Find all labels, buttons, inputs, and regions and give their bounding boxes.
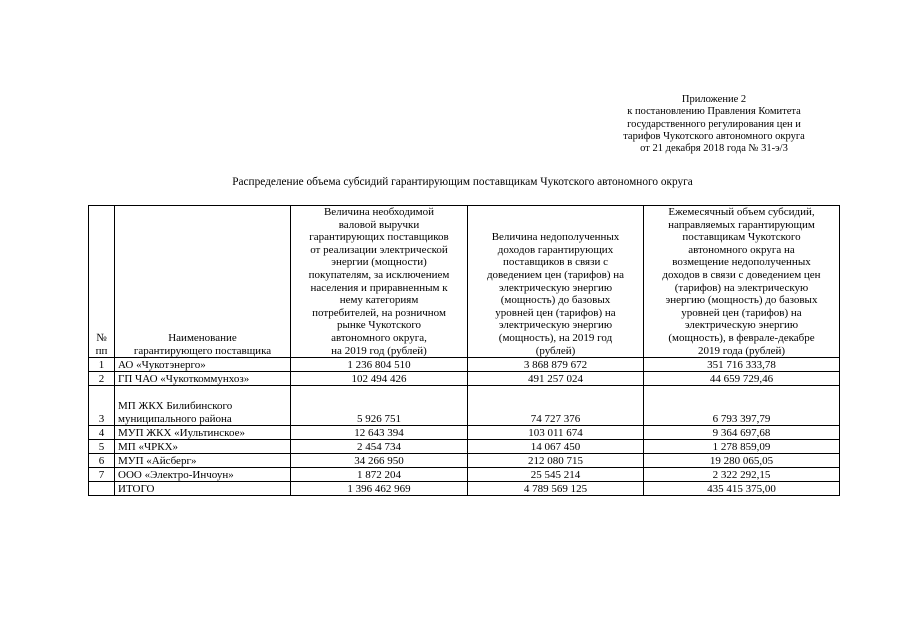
lost-income-value: 74 727 376 (468, 386, 644, 426)
total-label: ИТОГО (115, 482, 291, 496)
header-lost-income: Величина недополученных доходов гарантирующих поставщиков в связи с доведением цен (тарифов) на электрическую энергию (мощность) до базовых уровней цен (тарифов) на электрическую энергию (мощность), на 2019 год (рублей) (468, 206, 644, 358)
supplier-name: МП ЖКХ Билибинского муниципального района (115, 386, 291, 426)
gross-revenue-value: 1 872 204 (291, 468, 468, 482)
table-body (89, 358, 840, 496)
table-row (89, 358, 840, 372)
document-title: Распределение объема субсидий гарантирующим поставщикам Чукотского автономного округа (232, 176, 693, 188)
total-gross-revenue: 1 396 462 969 (291, 482, 468, 496)
total-row (89, 482, 840, 496)
lost-income-value: 25 545 214 (468, 468, 644, 482)
table-row (89, 454, 840, 468)
gross-revenue-value: 12 643 394 (291, 426, 468, 440)
appendix-block (590, 94, 838, 155)
supplier-name: МУП «Айсберг» (115, 454, 291, 468)
appendix-line: государственного регулирования цен и (627, 118, 801, 130)
supplier-name: МУП ЖКХ «Иультинское» (115, 426, 291, 440)
table-row (89, 426, 840, 440)
table-header (89, 206, 840, 358)
row-number: 2 (89, 372, 115, 386)
supplier-name: МП «ЧРКХ» (115, 440, 291, 454)
supplier-name: ГП ЧАО «Чукоткоммунхоз» (115, 372, 291, 386)
subsidy-table (88, 205, 840, 496)
table-row (89, 386, 840, 426)
table-row (89, 372, 840, 386)
total-lost-income: 4 789 569 125 (468, 482, 644, 496)
row-number: 3 (89, 386, 115, 426)
lost-income-value: 3 868 879 672 (468, 358, 644, 372)
row-number: 4 (89, 426, 115, 440)
header-gross-revenue: Величина необходимой валовой выручки гарантирующих поставщиков от реализации электрической энергии (мощности) покупателям, за исключением населения и приравненным к нему категориям потребителей, на розничном рынке Чукотского автономного округа, на 2019 год (рублей) (291, 206, 468, 358)
appendix-line: Приложение 2 (681, 94, 747, 105)
monthly-subsidy-value: 351 716 333,78 (644, 358, 840, 372)
gross-revenue-value: 2 454 734 (291, 440, 468, 454)
appendix-line: тарифов Чукотского автономного округа (623, 130, 805, 142)
appendix-line: от 21 декабря 2018 года № 31-э/3 (640, 143, 788, 155)
row-number: 5 (89, 440, 115, 454)
gross-revenue-value: 102 494 426 (291, 372, 468, 386)
total-number-cell (89, 482, 115, 496)
monthly-subsidy-value: 44 659 729,46 (644, 372, 840, 386)
appendix-line: к постановлению Правления Комитета (627, 106, 801, 118)
header-supplier-name: Наименование гарантирующего поставщика (115, 206, 291, 358)
lost-income-value: 212 080 715 (468, 454, 644, 468)
supplier-name: ООО «Электро-Инчоун» (115, 468, 291, 482)
table-row (89, 468, 840, 482)
row-number: 1 (89, 358, 115, 372)
total-monthly-subsidy: 435 415 375,00 (644, 482, 840, 496)
row-number: 6 (89, 454, 115, 468)
lost-income-value: 14 067 450 (468, 440, 644, 454)
supplier-name: АО «Чукотэнерго» (115, 358, 291, 372)
monthly-subsidy-value: 9 364 697,68 (644, 426, 840, 440)
monthly-subsidy-value: 2 322 292,15 (644, 468, 840, 482)
table-row (89, 440, 840, 454)
gross-revenue-value: 5 926 751 (291, 386, 468, 426)
header-monthly-subsidy: Ежемесячный объем субсидий, направляемых гарантирующим поставщикам Чукотского автономного округа на возмещение недополученных доходов в связи с доведением цен (тарифов) на электрическую энергию (мощность) до базовых уровней цен (тарифов) на электрическую энергию (мощность), в феврале-декабре 2019 года (рублей) (644, 206, 840, 358)
monthly-subsidy-value: 19 280 065,05 (644, 454, 840, 468)
gross-revenue-value: 34 266 950 (291, 454, 468, 468)
lost-income-value: 103 011 674 (468, 426, 644, 440)
header-number: № пп (89, 206, 115, 358)
lost-income-value: 491 257 024 (468, 372, 644, 386)
gross-revenue-value: 1 236 804 510 (291, 358, 468, 372)
row-number: 7 (89, 468, 115, 482)
monthly-subsidy-value: 1 278 859,09 (644, 440, 840, 454)
monthly-subsidy-value: 6 793 397,79 (644, 386, 840, 426)
